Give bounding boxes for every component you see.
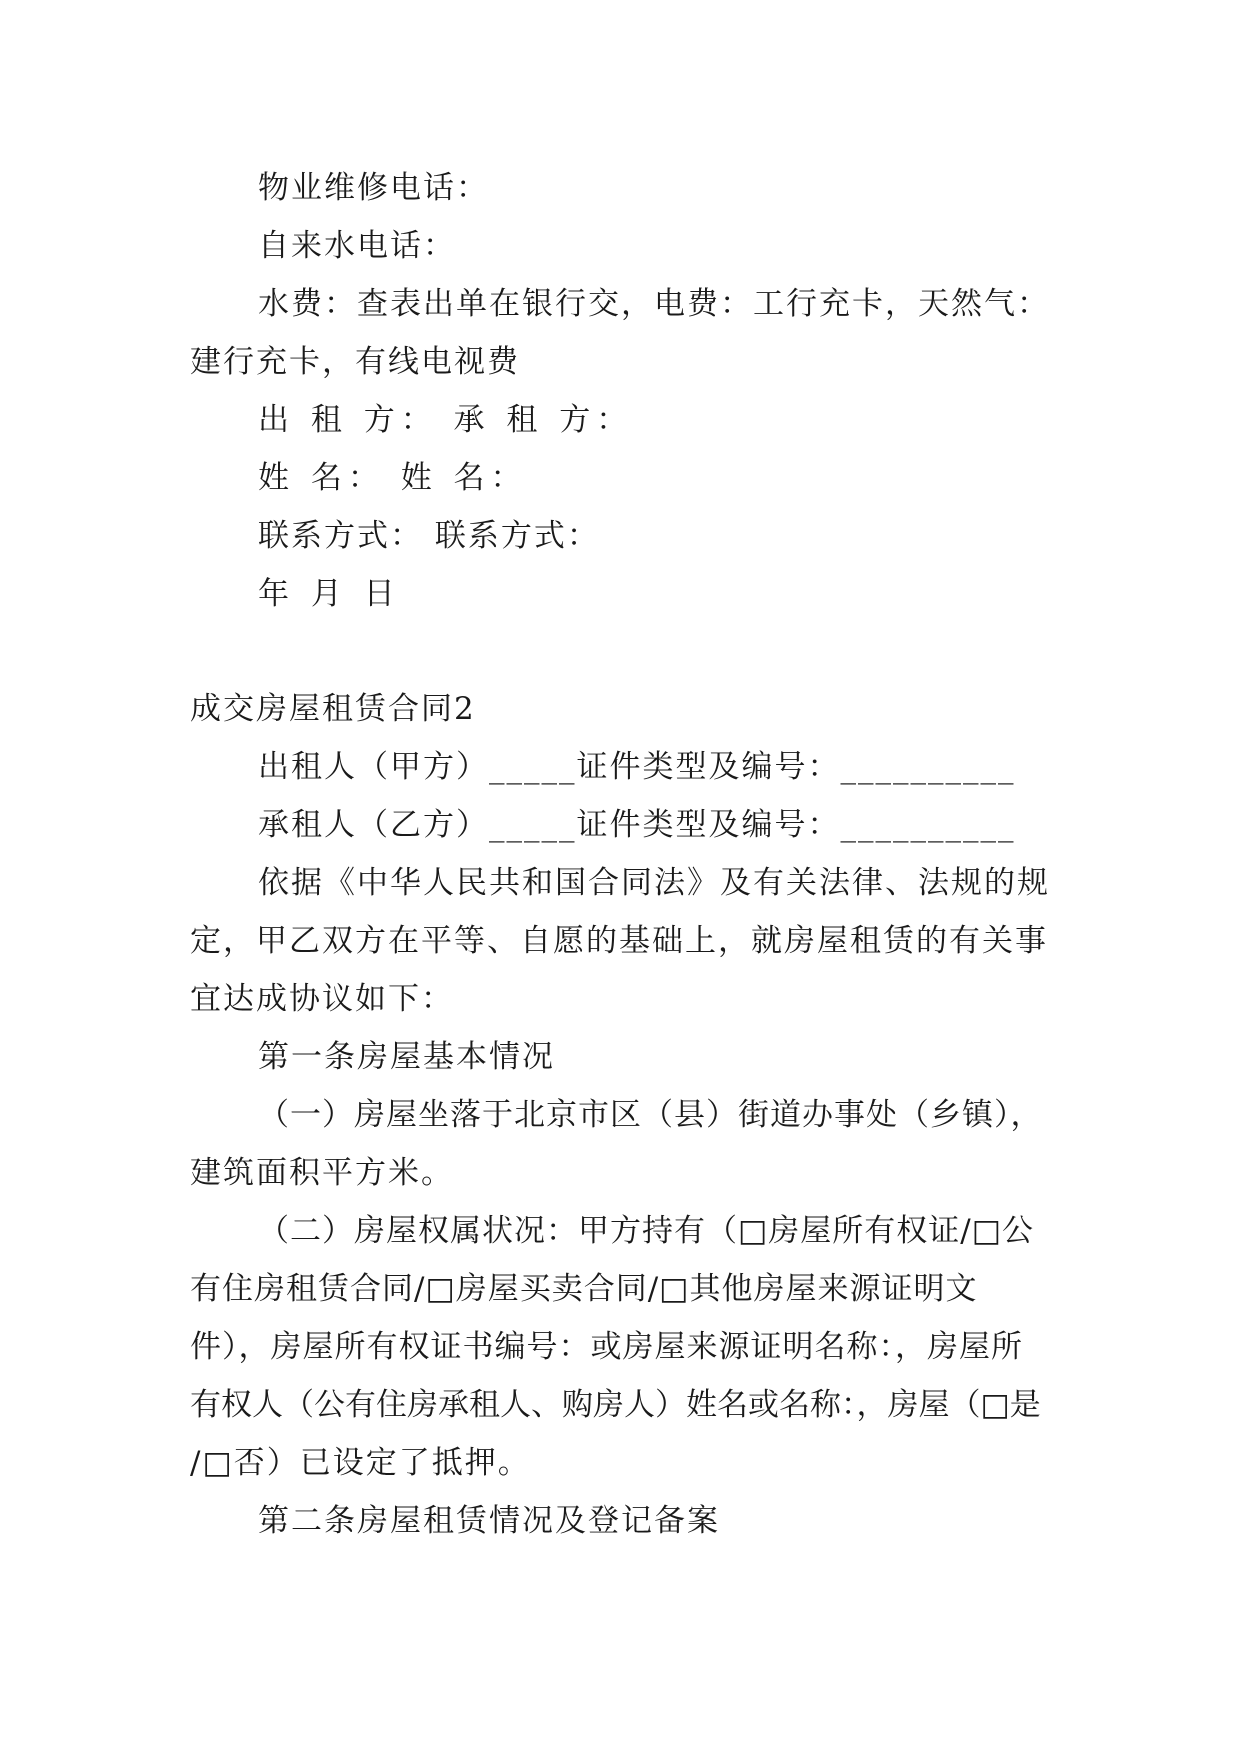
article-1-heading: 第一条房屋基本情况 (258, 1039, 555, 1075)
date-label-line: 年 月 日 (258, 576, 401, 612)
article-1-item-2-line-4: 有权人（公有住房承租人、购房人）姓名或名称：，房屋（□是 (190, 1387, 1041, 1423)
preamble-line-1: 依据《中华人民共和国合同法》及有关法律、法规的规 (258, 865, 1050, 901)
water-supply-phone-line: 自来水电话： (258, 228, 456, 264)
preamble-line-2: 定，甲乙双方在平等、自愿的基础上，就房屋租赁的有关事 (190, 923, 1048, 959)
lessor-party-line: 出租人（甲方）_____证件类型及编号：__________ (258, 749, 1016, 785)
article-1-item-1-line-1: （一）房屋坐落于北京市区（县）街道办事处（乡镇）， (258, 1097, 1043, 1133)
preamble-line-3: 宜达成协议如下： (190, 981, 454, 1017)
article-2-heading: 第二条房屋租赁情况及登记备案 (258, 1503, 720, 1539)
article-1-item-2-line-2: 有住房租赁合同/□房屋买卖合同/□其他房屋来源证明文 (190, 1271, 978, 1307)
lessee-party-line: 承租人（乙方）_____证件类型及编号：__________ (258, 807, 1016, 843)
name-label-line: 姓 名： 姓 名： (258, 460, 528, 496)
article-1-item-2-line-5: /□否）已设定了抵押。 (190, 1445, 531, 1481)
contact-label-line: 联系方式： 联系方式： (258, 518, 600, 554)
article-1-item-2-line-1: （二）房屋权属状况：甲方持有（□房屋所有权证/□公 (258, 1213, 1035, 1249)
utility-payment-line: 水费：查表出单在银行交，电费：工行充卡，天然气： (258, 286, 1050, 322)
lessor-lessee-label-line: 出 租 方： 承 租 方： (258, 402, 634, 438)
contract-title: 成交房屋租赁合同2 (190, 691, 476, 727)
article-1-item-2-line-3: 件），房屋所有权证书编号：或房屋来源证明名称：，房屋所 (190, 1329, 1023, 1365)
property-repair-phone-line: 物业维修电话： (258, 170, 489, 206)
utility-payment-line-cont: 建行充卡，有线电视费 (190, 344, 520, 380)
article-1-item-1-line-2: 建筑面积平方米。 (190, 1155, 454, 1191)
